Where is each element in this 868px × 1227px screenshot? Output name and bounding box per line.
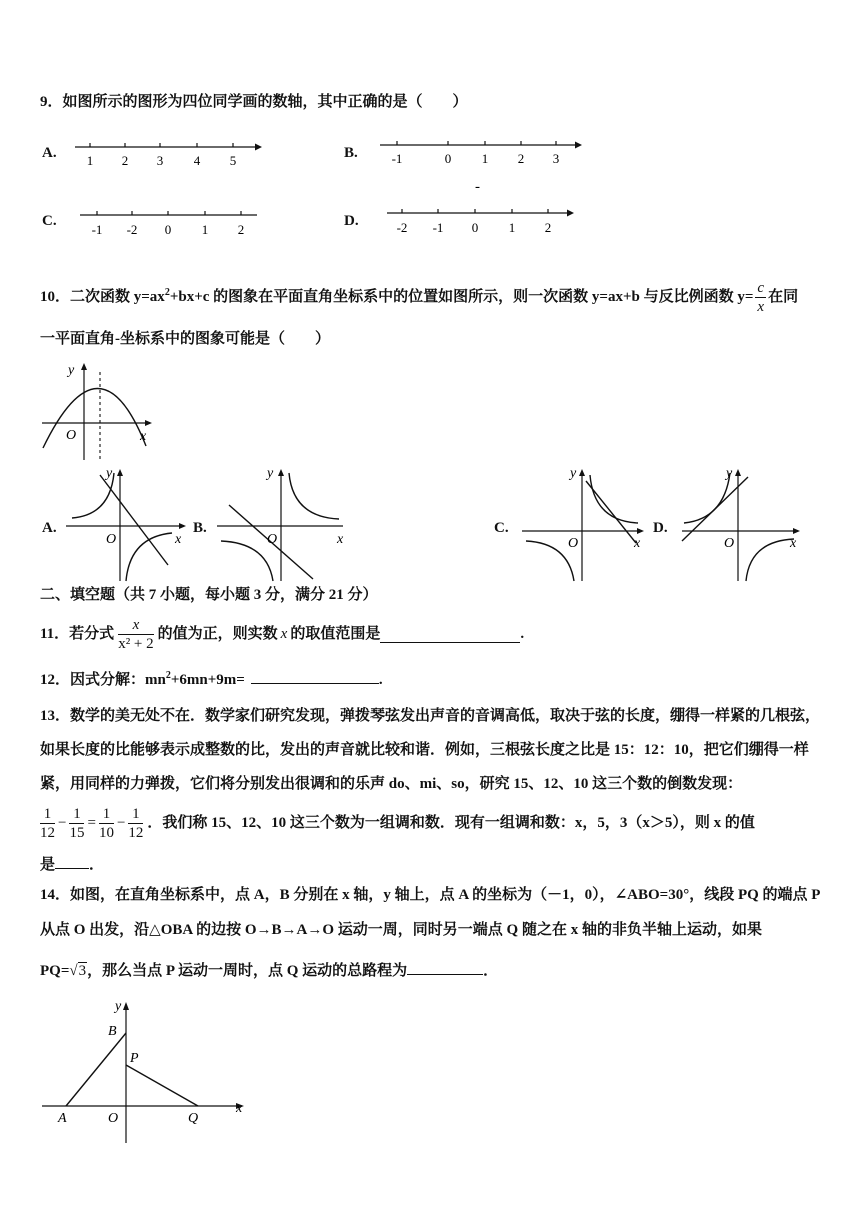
q9-option-b-mark: -	[475, 179, 480, 195]
q10-option-b-label: B.	[193, 520, 207, 536]
q9-b-tick-label-0: -1	[391, 151, 403, 166]
q10-a-origin-label: O	[106, 532, 117, 547]
q11-fraction: $\frac{x}{\text{x² + 2}}$	[118, 616, 154, 652]
q14-point-a-label: A	[58, 1111, 67, 1126]
q9-d-tick-label-3: 1	[508, 220, 516, 235]
q9-option-c-label: C.	[42, 213, 57, 229]
q10-option-d-label: D.	[653, 520, 668, 536]
q13-fraction-1: $\frac{1}{12}$	[40, 805, 55, 841]
q10-x-label: x	[140, 429, 147, 444]
sqrt-sign: √	[69, 963, 78, 979]
q10-d-x-label: x	[790, 536, 797, 551]
q14-point-p-label: P	[130, 1051, 139, 1066]
q10-d-y-label: y	[726, 466, 733, 481]
q12-line: 12．因式分解：$mn^2+6mn+9m=$ .	[40, 666, 383, 690]
q10-line2: 一平面直角-坐标系中的图象可能是（ ）	[40, 331, 330, 347]
q9-option-d-label: D.	[344, 213, 359, 229]
q10-fraction: $\frac{c}{x}$	[757, 280, 765, 315]
q9-c-tick-label-0: -1	[91, 222, 103, 237]
q11-answer-blank[interactable]	[380, 626, 520, 643]
q9-c-tick-label-3: 1	[201, 222, 209, 237]
q9-d-tick-label-0: -2	[396, 220, 408, 235]
q13-fraction-4: $\frac{1}{12}$	[128, 805, 144, 841]
q14-x-label: x	[236, 1101, 243, 1116]
section-2-heading: 二、填空题（共 7 小题，每小题 3 分，满分 21 分）	[40, 587, 378, 603]
q10-a-x-label: x	[175, 532, 182, 547]
q9-d-tick-label-4: 2	[544, 220, 552, 235]
q10-option-d-graph	[678, 463, 808, 583]
q10-line1: 10．二次函数 $y=ax^2+bx+c$ 的图象在平面直角坐标系中的位置如图所示，则一次函数 y=ax+b 与反比例函数 y= $\frac{c}{x}$ 在同	[40, 280, 799, 315]
q9-c-tick-label-4: 2	[237, 222, 245, 237]
q14-y-label: y	[115, 999, 122, 1014]
q10-option-c-label: C.	[494, 520, 509, 536]
q11-line: 11．若分式 $\frac{x}{\text{x² + 2}}$ 的值为正，则实数 x 的取值范围是 .	[40, 616, 525, 652]
q9-b-tick-label-3: 2	[517, 151, 525, 166]
q9-d-tick-label-1: -1	[432, 220, 444, 235]
q9-d-tick-label-2: 0	[471, 220, 479, 235]
q9-c-tick-label-1: -2	[126, 222, 138, 237]
q13-answer-blank[interactable]	[55, 852, 89, 869]
q14-answer-blank[interactable]	[407, 958, 483, 975]
q9-a-tick-label-3: 4	[193, 153, 201, 168]
q14-point-b-label: B	[108, 1024, 117, 1039]
q10-y-label: y	[68, 363, 75, 378]
q9-option-b-numberline	[375, 136, 590, 196]
q13-line1: 13．数学的美无处不在．数学家们研究发现，弹拨琴弦发出声音的音调高低，取决于弦的长度，绷得一样紧的几根弦，	[40, 708, 821, 724]
q10-parabola-graph	[38, 360, 158, 465]
q10-a-y-label: y	[106, 466, 113, 481]
q9-a-tick-label-4: 5	[229, 153, 237, 168]
q10-b-origin-label: O	[267, 532, 278, 547]
q9-option-b-label: B.	[344, 145, 358, 161]
q10-c-origin-label: O	[568, 536, 579, 551]
q13-line4: $\frac{1}{12}$ − $\frac{1}{15}$ = $\frac{1}{10}$ − $\frac{1}{12}$ ．我们称 15、12、10 这三个数为一组调和数．现有一组调和数：x，5，3（x＞5），则 x 的值	[40, 805, 755, 841]
q9-option-a-numberline	[70, 136, 270, 176]
q13-line5: 是 ．	[40, 852, 104, 875]
q14-figure	[38, 995, 253, 1145]
q9-text: 9．如图所示的图形为四位同学画的数轴，其中正确的是（ ）	[40, 94, 468, 110]
q10-b-x-label: x	[337, 532, 344, 547]
q9-b-tick-label-1: 0	[444, 151, 452, 166]
q12-answer-blank[interactable]	[251, 667, 379, 684]
q9-option-c-numberline	[75, 204, 265, 244]
q9-a-tick-label-0: 1	[86, 153, 94, 168]
q10-d-origin-label: O	[724, 536, 735, 551]
q13-line3: 紧，用同样的力弹拨，它们将分别发出很调和的乐声 do、mi、so，研究 15、12、10 这三个数的倒数发现：	[40, 776, 743, 792]
q14-line1: 14．如图，在直角坐标系中，点 A，B 分别在 x 轴，y 轴上，点 A 的坐标为（－1，0），∠ABO=30°，线段 PQ 的端点 P	[40, 887, 821, 903]
q13-line2: 如果长度的比能够表示成整数的比，发出的声音就比较和谐．例如，三根弦长度之比是 15：12：10，把它们绷得一样	[40, 742, 809, 758]
q9-a-tick-label-1: 2	[121, 153, 129, 168]
q9-c-tick-label-2: 0	[164, 222, 172, 237]
q9-option-a-label: A.	[42, 145, 57, 161]
q9-a-tick-label-2: 3	[156, 153, 164, 168]
q10-option-b-graph	[213, 463, 353, 583]
q9-b-tick-label-2: 1	[481, 151, 489, 166]
q10-origin-label: O	[66, 428, 77, 443]
q14-line2: 从点 O 出发，沿△OBA 的边按 O→B→A→O 运动一周，同时另一端点 Q 随之在 x 轴的非负半轴上运动，如果	[40, 922, 762, 938]
q14-line3: PQ=√3，那么当点 P 运动一周时，点 Q 运动的总路程为 ．	[40, 958, 498, 981]
q13-fraction-2: $\frac{1}{15}$	[69, 805, 85, 841]
q14-point-q-label: Q	[188, 1111, 199, 1126]
q13-fraction-3: $\frac{1}{10}$	[98, 805, 114, 841]
q9-option-d-numberline	[382, 202, 582, 242]
q10-c-y-label: y	[570, 466, 577, 481]
q10-c-x-label: x	[634, 536, 641, 551]
q10-b-y-label: y	[267, 466, 274, 481]
q10-option-a-graph	[62, 463, 192, 583]
q14-point-o-label: O	[108, 1111, 119, 1126]
q10-option-a-label: A.	[42, 520, 57, 536]
q10-option-c-graph	[518, 463, 653, 583]
q9-b-tick-label-4: 3	[552, 151, 560, 166]
